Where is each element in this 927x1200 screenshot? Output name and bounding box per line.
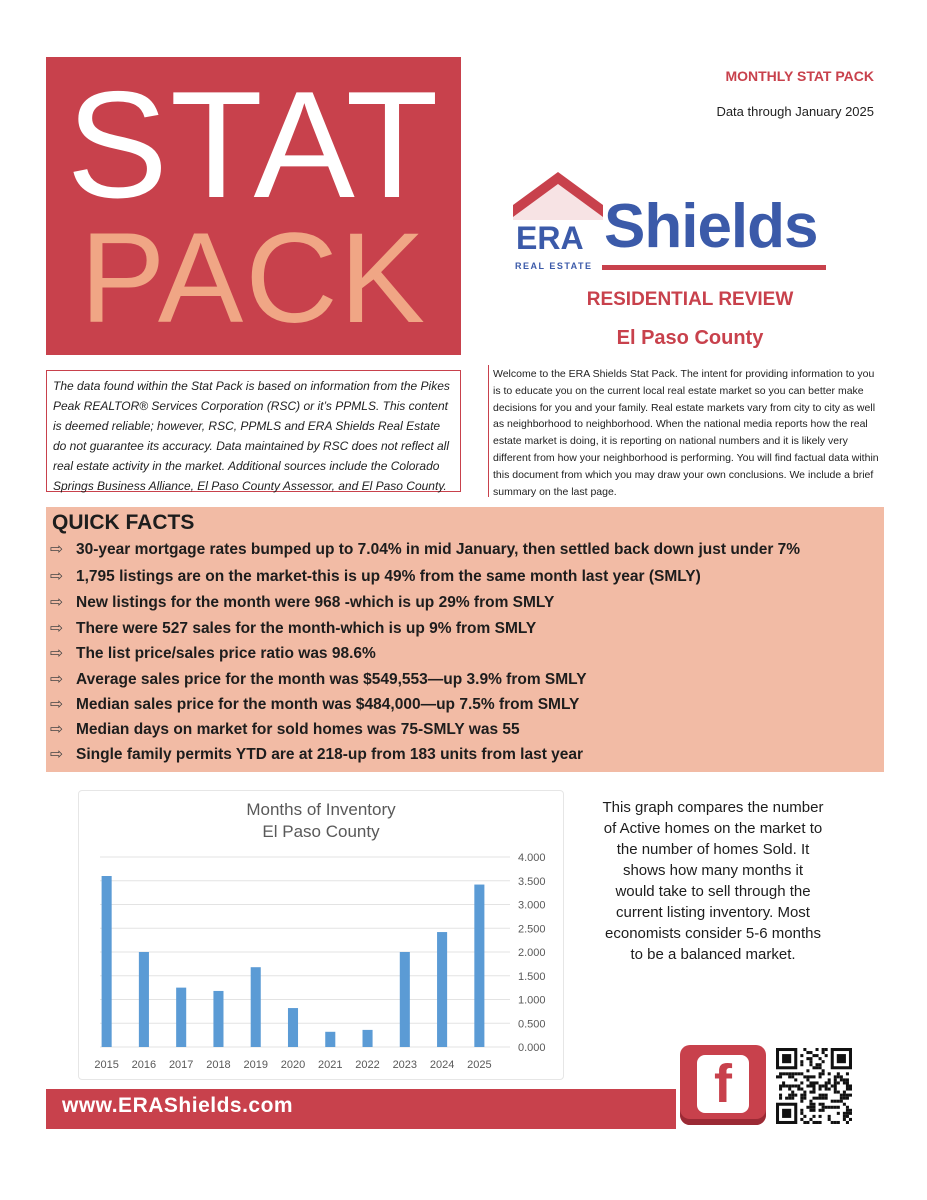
bar-2023 bbox=[400, 952, 410, 1047]
arrow-icon: ⇨ bbox=[50, 568, 63, 585]
quick-fact-item: ⇨ 1,795 listings are on the market-this is up 49% from the same month last year (SMLY) bbox=[50, 568, 701, 585]
shields-wordmark: Shields bbox=[604, 192, 818, 261]
x-tick-label: 2017 bbox=[168, 1059, 194, 1071]
quick-fact-item: ⇨ Single family permits YTD are at 218-up from 183 units from last year bbox=[50, 746, 584, 763]
arrow-icon: ⇨ bbox=[50, 671, 63, 688]
quick-fact-item: ⇨ The list price/sales price ratio was 98.6% bbox=[50, 645, 376, 662]
x-tick-label: 2025 bbox=[467, 1059, 492, 1071]
x-tick-label: 2018 bbox=[206, 1059, 231, 1071]
stat-pack-banner bbox=[46, 57, 461, 355]
county-title: El Paso County bbox=[616, 327, 764, 349]
x-tick-label: 2016 bbox=[131, 1059, 157, 1071]
stat-word: STAT bbox=[66, 60, 441, 230]
bar-2018 bbox=[213, 991, 223, 1047]
y-tick-label: 1.000 bbox=[518, 994, 546, 1007]
arrow-icon: ⇨ bbox=[50, 594, 63, 611]
quick-facts-title: QUICK FACTS bbox=[52, 511, 195, 534]
logo-underline bbox=[602, 265, 826, 270]
chart-title: Months of Inventory bbox=[246, 800, 396, 819]
bar-2016 bbox=[139, 952, 149, 1047]
arrow-icon: ⇨ bbox=[50, 721, 63, 738]
arrow-icon: ⇨ bbox=[50, 696, 63, 713]
y-tick-label: 3.500 bbox=[518, 875, 546, 888]
quick-fact-item: ⇨ Median days on market for sold homes was 75-SMLY was 55 bbox=[50, 721, 520, 738]
bar-2022 bbox=[363, 1030, 373, 1047]
residential-review-title: RESIDENTIAL REVIEW bbox=[586, 289, 794, 310]
bar-2019 bbox=[251, 967, 261, 1047]
x-tick-label: 2019 bbox=[243, 1059, 268, 1071]
quick-fact-item: ⇨ New listings for the month were 968 -which is up 29% from SMLY bbox=[50, 594, 555, 611]
pack-word: PACK bbox=[79, 207, 428, 350]
x-tick-label: 2023 bbox=[392, 1059, 418, 1071]
arrow-icon: ⇨ bbox=[50, 620, 63, 637]
qr-code-icon[interactable] bbox=[776, 1048, 852, 1124]
y-tick-label: 0.500 bbox=[518, 1018, 546, 1031]
welcome-text: Welcome to the ERA Shields Stat Pack. The intent for providing information to you is to educate you on the current local real estate market so you can better make decisions for you and your family. Real estate markets vary from city to city as well as neighborhood to neighborhood. When the national media reports how the real estate market is doing, it is reporting on national numbers and it is likely very different from how your neighborhood is performing. You will find factual data within this document from which you may draw your own conclusions. We include a brief summary on the last page. bbox=[493, 368, 879, 498]
chart-subtitle: El Paso County bbox=[262, 822, 380, 841]
arrow-icon: ⇨ bbox=[50, 746, 63, 763]
real-estate-wordmark: REAL ESTATE bbox=[515, 261, 593, 271]
y-tick-label: 2.000 bbox=[518, 947, 546, 959]
y-tick-label: 3.000 bbox=[518, 899, 546, 912]
x-tick-label: 2021 bbox=[318, 1059, 343, 1071]
x-tick-label: 2015 bbox=[94, 1059, 119, 1071]
bar-2017 bbox=[176, 988, 186, 1047]
y-tick-label: 1.500 bbox=[518, 970, 546, 983]
data-through-date: Data through January 2025 bbox=[716, 104, 874, 119]
x-tick-label: 2020 bbox=[280, 1059, 306, 1071]
y-tick-label: 0.000 bbox=[518, 1042, 546, 1054]
months-of-inventory-chart bbox=[78, 845, 564, 1075]
column-divider bbox=[488, 365, 489, 497]
graph-description: This graph compares the number of Active homes on the market to the number of homes Sold. It shows how many months it would take to sell through the current listing inventory. Most economists consider 5-6 months to be a balanced market. bbox=[602, 799, 824, 963]
website-link[interactable]: www.ERAShields.com bbox=[62, 1094, 294, 1117]
disclaimer-box: The data found within the Stat Pack is based on information from the Pikes Peak REALTOR® Services Corporation (RSC) or it’s PPMLS. This content is deemed reliable; however, RSC, PPMLS and ERA Shields Real Estate do not guarantee its accuracy. Data maintained by RSC does not reflect all real estate activity in the market. Additional sources include the Colorado Springs Business Alliance, El Paso County Assessor, and El Paso County. bbox=[46, 370, 461, 492]
quick-fact-item: ⇨ Median sales price for the month was $484,000—up 7.5% from SMLY bbox=[50, 696, 580, 713]
quick-fact-item: ⇨ 30-year mortgage rates bumped up to 7.04% in mid January, then settled back down just under 7% bbox=[50, 541, 801, 558]
bar-2025 bbox=[474, 885, 484, 1047]
era-wordmark: ERA bbox=[516, 220, 584, 256]
arrow-icon: ⇨ bbox=[50, 541, 63, 558]
quick-fact-item: ⇨ There were 527 sales for the month-which is up 9% from SMLY bbox=[50, 620, 537, 637]
bar-2020 bbox=[288, 1008, 298, 1047]
monthly-stat-pack-title: MONTHLY STAT PACK bbox=[725, 68, 874, 84]
bar-2021 bbox=[325, 1032, 335, 1047]
quick-fact-item: ⇨ Average sales price for the month was $549,553—up 3.9% from SMLY bbox=[50, 671, 587, 688]
arrow-icon: ⇨ bbox=[50, 645, 63, 662]
y-tick-label: 2.500 bbox=[518, 923, 546, 936]
bar-2024 bbox=[437, 932, 447, 1047]
facebook-f-glyph: f bbox=[714, 1054, 732, 1114]
x-tick-label: 2024 bbox=[429, 1059, 455, 1071]
y-tick-label: 4.000 bbox=[518, 852, 546, 864]
bar-2015 bbox=[102, 876, 112, 1047]
quick-facts-panel bbox=[46, 507, 884, 772]
x-tick-label: 2022 bbox=[355, 1059, 380, 1071]
